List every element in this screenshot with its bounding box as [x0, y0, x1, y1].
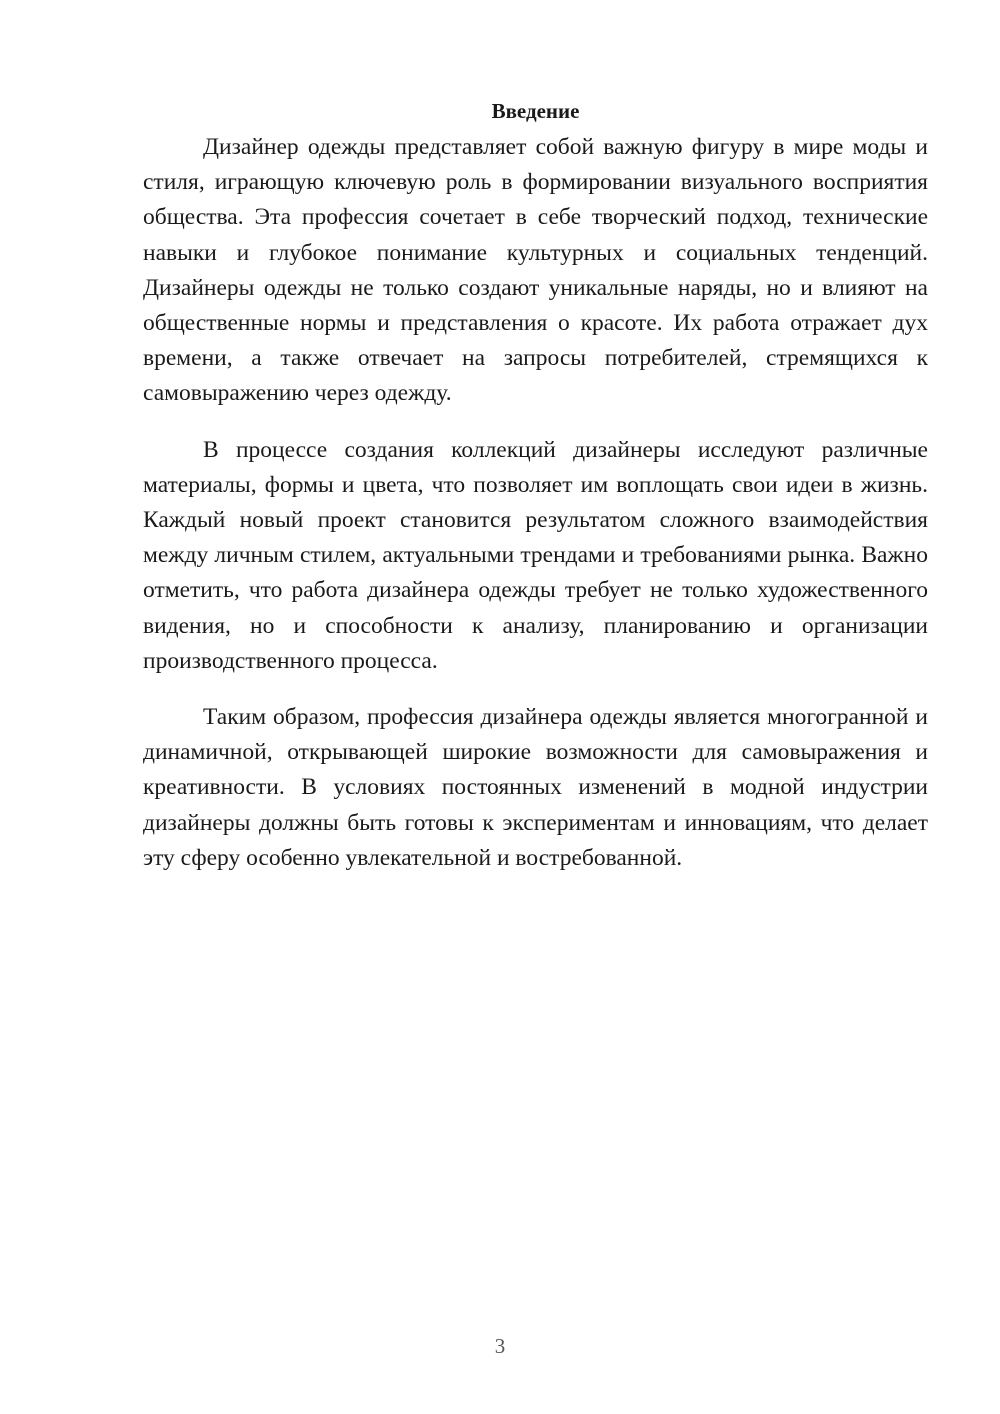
page-number: 3: [494, 1334, 506, 1358]
paragraph-1: Дизайнер одежды представляет собой важную фигуру в мире моды и стиля, играющую ключевую роль в формировании визуального восприятия общества. Эта профессия сочетает в себе творческий подход, технические навыки и глубокое понимание культурных и социальных тенденций. Дизайнеры одежды не только создают уникальные наряды, но и влияют на общественные нормы и представления о красоте. Их работа отражает дух времени, а также отвечает на запросы потребителей, стремящихся к самовыражению через одежду.: [143, 134, 928, 407]
section-heading: Введение: [491, 99, 580, 123]
page-content: [143, 96, 928, 897]
paragraph-3: Таким образом, профессия дизайнера одежды является многогранной и динамичной, открывающей широкие возможности для самовыражения и креативности. В условиях постоянных изменений в модной индустрии дизайнеры должны быть готовы к экспериментам и инновациям, что делает эту сферу особенно увлекательной и востребованной.: [143, 704, 928, 871]
paragraph-2: В процессе создания коллекций дизайнеры исследуют различные материалы, формы и цвета, что позволяет им воплощать свои идеи в жизнь. Каждый новый проект становится результатом сложного взаимодействия между личным стилем, актуальными трендами и требованиями рынка. Важно отметить, что работа дизайнера одежды требует не только художественного видения, но и способности к анализу, планированию и организации производственного процесса.: [143, 436, 928, 674]
